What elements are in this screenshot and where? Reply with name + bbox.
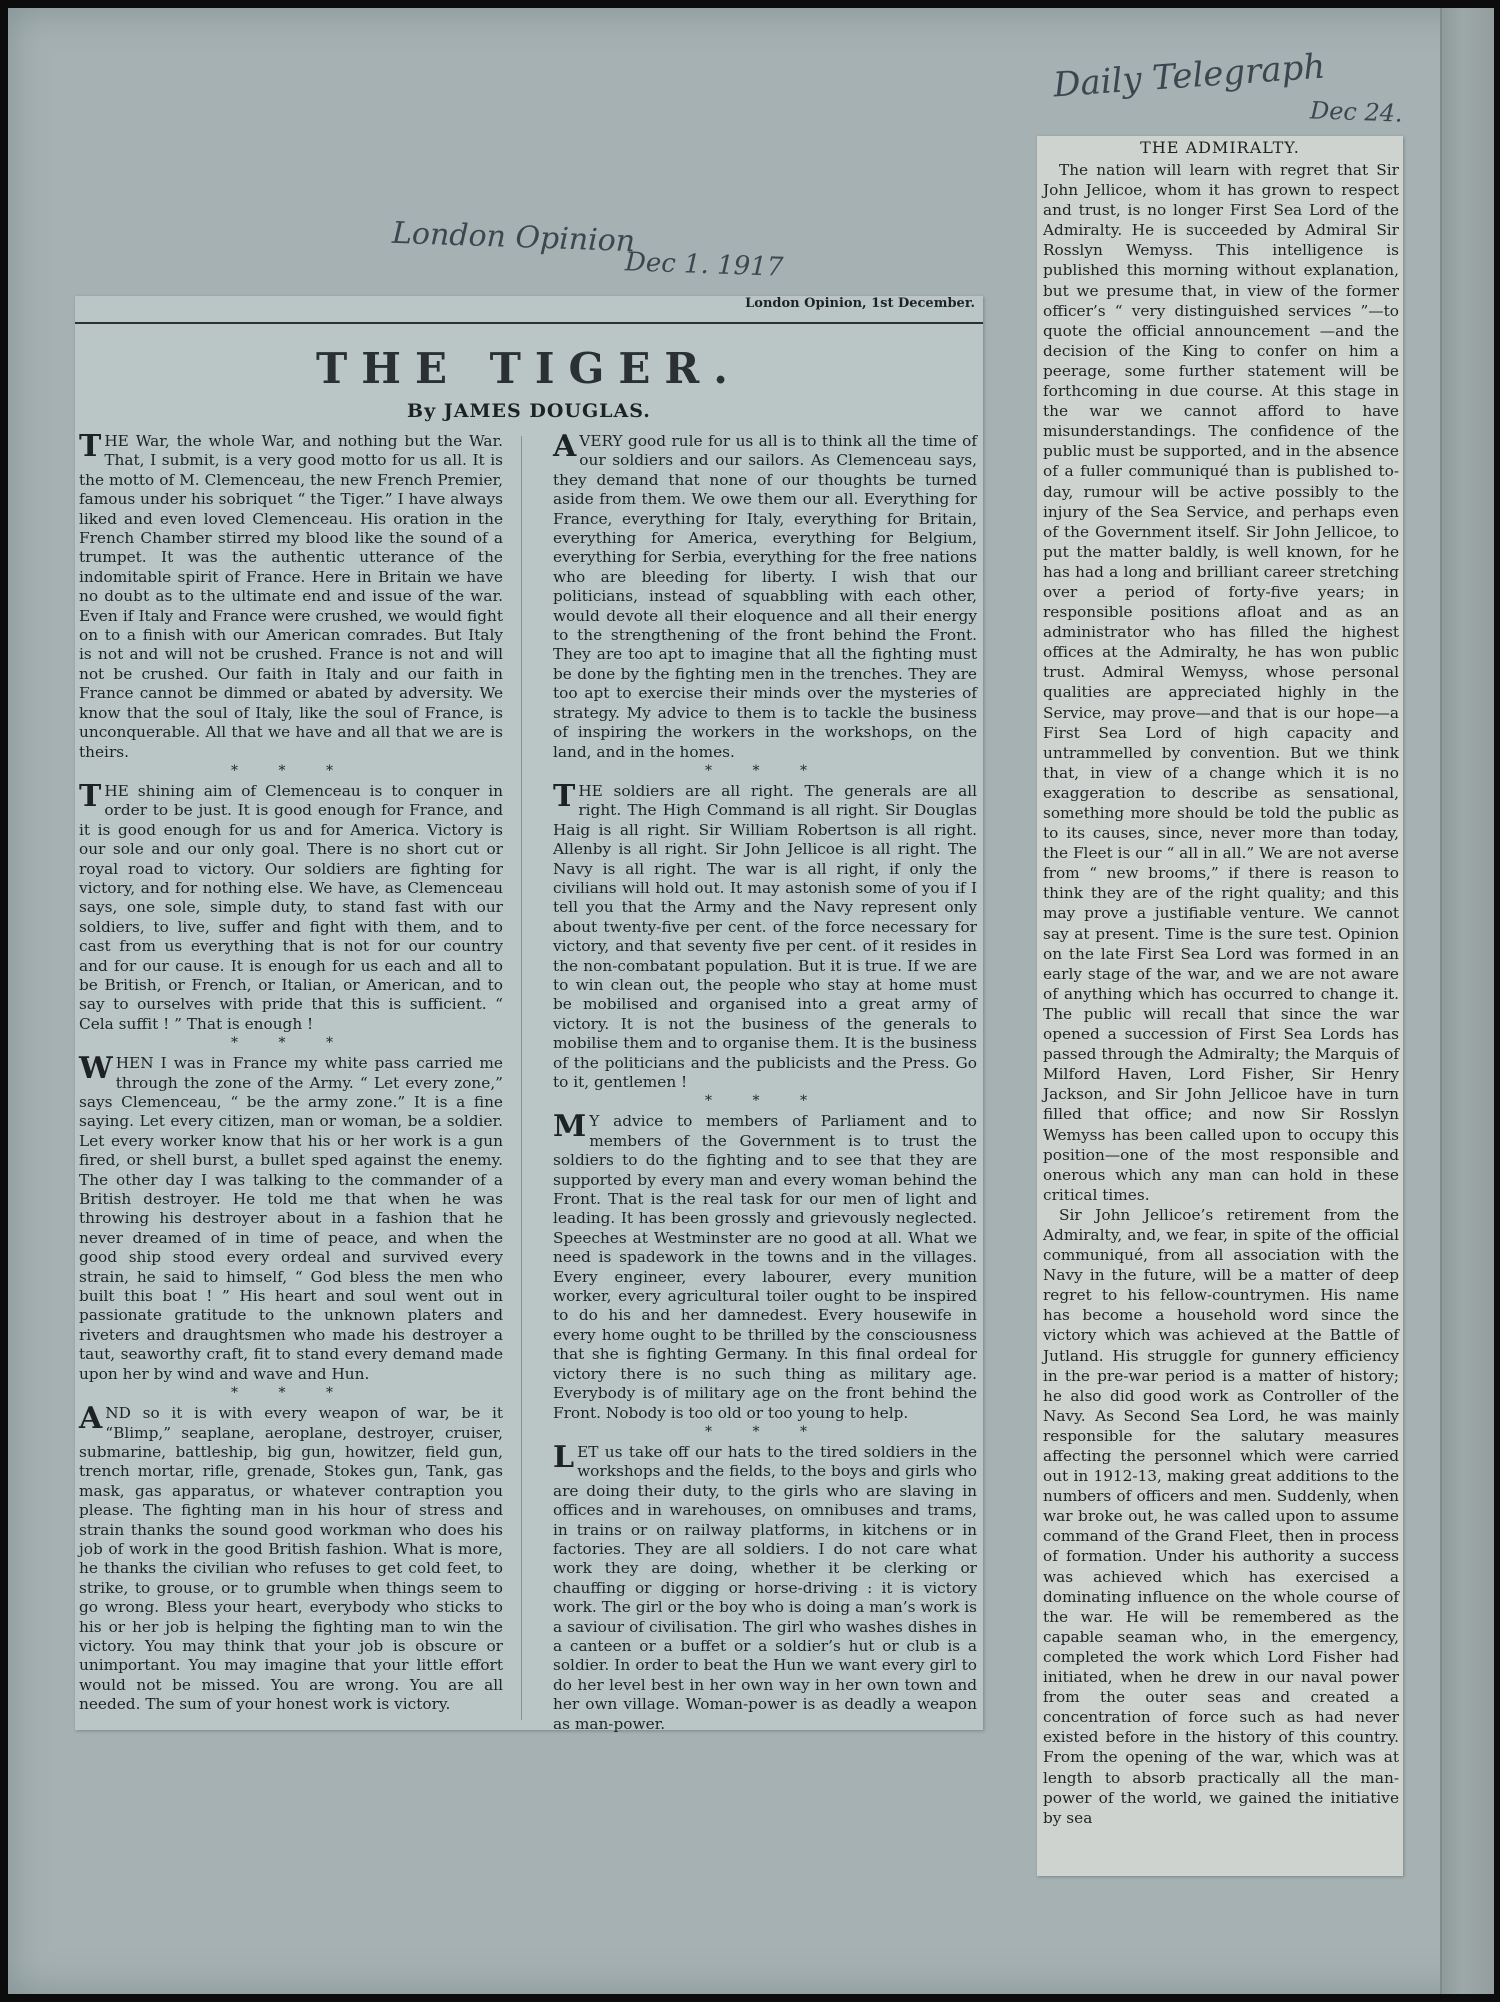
- drop-cap: W: [79, 1051, 113, 1087]
- section-break: * * *: [231, 1385, 351, 1402]
- paragraph-text: ET us take off our hats to the tired soldiers in the workshops and the fields, to the boys and girls who are doing their duty, to the girls who are slaving in offices and in warehouses, on omnibuses and trams, in trains or on railway platforms, in kitchens or in factories. They are all soldiers. I do not care what work they are doing, whether it be clerking or chauffing or digging or horse-driving : it is victory work. The girl or the boy who is doing a man’s work is a saviour of civilisation. The girl who washes dishes in a canteen or a buffet or a soldier’s hut or club is a soldier. In order to beat the Hun we want every girl to do her level best in her own way in her own town and her own village. Woman-power is as deadly a weapon as man-power.: [553, 1442, 977, 1733]
- masthead: London Opinion, 1st December.: [745, 296, 975, 311]
- drop-cap: A: [553, 429, 577, 464]
- drop-cap: L: [553, 1439, 575, 1475]
- clipping-the-admiralty: [1037, 136, 1403, 1876]
- paragraph: The nation will learn with regret that Sir John Jellicoe, whom it has grown to respect and trust, is no longer First Sea Lord of the Admiralty. He is succeeded by Admiral Sir Rosslyn Wemyss. This intelligence is published this morning without explanation, but we presume that, in view of the former officer’s “ very distinguished services ”—to quote the official announcement —and the decision of the King to confer on him a peerage, some further statement will be forthcoming in due course. At this stage in the war we cannot afford to have misunderstandings. The confidence of the public must be supported, and in the absence of a fuller communiqué than is published to-day, rumour will be active possibly to the injury of the Sea Service, and perhaps even of the Government itself. Sir John Jellicoe, to put the matter baldly, is well known, for he has had a long and brilliant career stretching over a period of forty-five years; in responsible positions afloat and as an administrator who has filled the highest offices at the Admiralty, he has won public trust. Admiral Wemyss, whose personal qualities are appreciated highly in the Service, may prove—and that is our hope—a First Sea Lord of high capacity and untrammelled by convention. But we think that, in view of a change which it is no exaggeration to describe as sensational, something more should be told the public as to its causes, since, never more than today, the Fleet is our “ all in all.” We are not averse from “ new brooms,” if there is reason to think they are of the right quality; and this may prove a justifiable venture. We cannot say at present. Time is the sure test. Opinion on the late First Sea Lord was formed in an early stage of the war, and we are not aware of anything which has occurred to change it. The public will recall that since the war opened a succession of First Sea Lords has passed through the Admiralty; the Marquis of Milford Haven, Lord Fisher, Sir Henry Jackson, and Sir John Jellicoe have in turn filled that office; and now Sir Rosslyn Wemyss has been called upon to occupy this position—one of the most responsible and onerous which any man can hold in these critical times.: [1043, 161, 1399, 1204]
- paragraph: [79, 1401, 503, 1715]
- article-column-2: [553, 429, 977, 1736]
- article-title: THE ADMIRALTY.: [1140, 138, 1300, 157]
- paragraph: Sir John Jellicoe’s retirement from the Admiralty, and, we fear, in spite of the official communiqué, from all association with the Navy in the future, will be a matter of deep regret to his fellow-countrymen. His name has become a household word since the victory which was achieved at the Battle of Jutland. His struggle for gunnery efficiency in the pre-war period is a matter of history; he also did good work as Controller of the Navy. As Second Sea Lord, he was mainly responsible for the salutary measures affecting the personnel which were carried out in 1912-13, making great additions to the numbers of officers and men. Suddenly, when war broke out, he was called upon to assume command of the Grand Fleet, then in process of formation. Under his authority a success was achieved which has exercised a dominating influence on the whole course of the war. He will be remembered as the capable seaman who, in the emergency, completed the work which Lord Fisher had initiated, when he drew in our naval power from the outer seas and created a concentration of force such as had never existed before in the history of this country. From the opening of the war, which was at length to absorb practically all the man-power of the world, we gained the initiative by sea: [1043, 1205, 1399, 1827]
- drop-cap: M: [553, 1109, 587, 1145]
- drop-cap: T: [79, 429, 102, 464]
- article-column-1: [79, 429, 503, 1717]
- article-body: [1037, 160, 1403, 1828]
- handwritten-date-telegraph: Dec 24.: [1309, 96, 1404, 128]
- section-break: * * *: [705, 1423, 825, 1440]
- drop-cap: A: [79, 1401, 103, 1437]
- clipping-the-tiger: [75, 296, 983, 1733]
- column-divider: [521, 436, 522, 1720]
- paragraph-text: VERY good rule for us all is to think all the time of our soldiers and our sailors. As Clemenceau says, they demand that none of our thoughts be turned aside from them. We owe them our all. Everything for France, everything for Italy, everything for Britain, everything for America, everything for Belgium, everything for Serbia, everything for the free nations who are bleeding for liberty. I wish that our politicians, instead of squabbling with each other, would devote all their eloquence and all their energy to the strengthening of the front behind the Front. They are too apt to imagine that all the fighting must be done by the fighting men in the trenches. They are too apt to exercise their minds over the mysteries of strategy. My advice to them is to tackle the business of inspiring the workers in the workshops, on the land, and in the homes.: [553, 432, 977, 761]
- paragraph-text: HEN I was in France my white pass carried me through the zone of the Army. “ Let every zone,” says Clemenceau, “ be the army zone.” It is a fine saying. Let every citizen, man or woman, be a soldier. Let every worker know that his or her work is a gun fired, or shell burst, a bullet sped against the enemy. The other day I was talking to the commander of a British destroyer. He told me that when he was throwing his destroyer about in a fashion that he never dreamed of in time of peace, and when the good ship stood every ordeal and survived every strain, he said to himself, “ God bless the men who built this boat ! ” His heart and soul went out in passionate gratitude to the unknown platers and riveters and draughtsmen who made his destroyer a taut, seaworthy craft, fit to stand every demand made upon her by wind and wave and Hun.: [79, 1054, 503, 1383]
- paragraph-text: ND so it is with every weapon of war, be it “Blimp,” seaplane, aeroplane, destroyer, cruiser, submarine, battleship, big gun, howitzer, field gun, trench mortar, rifle, grenade, Stokes gun, Tank, gas mask, gas apparatus, or whatever contraption you please. The fighting man in his hour of stress and strain thanks the sound good workman who does his job of work in the good British fashion. What is more, he thanks the civilian who refuses to get cold feet, to strike, to grouse, or to grumble when things seem to go wrong. Bless your heart, everybody who sticks to his or her job is helping the fighting man to win the victory. You may think that your job is obscure or unimportant. You may imagine that your little effort would not be missed. You are wrong. You are all needed. The sum of your honest work is victory.: [79, 1404, 503, 1714]
- handwritten-source-london: London Opinion: [391, 215, 636, 260]
- article-byline: By JAMES DOUGLAS.: [407, 400, 651, 422]
- paragraph: [553, 1109, 977, 1423]
- masthead-rule: [75, 322, 983, 324]
- paragraph-text: Y advice to members of Parliament and to members of the Government is to trust the soldiers to do the fighting and to see that they are supported by every man and every woman behind the Front. That is the real task for our men of light and leading. It has been grossly and grievously neglected. Speeches at Westminster are no good at all. What we need is spadework in the towns and in the villages. Every engineer, every labourer, every munition worker, every agricultural toiler ought to be inspired to do his and her damnedest. Every housewife in every home ought to be thrilled by the consciousness that she is fighting Germany. In this final ordeal for victory there is no such thing as military age. Everybody is of military age on the front behind the Front. Nobody is too old or too young to help.: [553, 1112, 977, 1422]
- paragraph: [553, 1439, 977, 1734]
- paragraph: [79, 1051, 503, 1384]
- handwritten-source-telegraph: Daily Telegraph: [1051, 46, 1327, 106]
- section-break: * * *: [705, 762, 825, 779]
- drop-cap: T: [79, 778, 102, 814]
- section-break: * * *: [231, 762, 351, 779]
- paragraph: [79, 429, 503, 762]
- album-spine: [1440, 8, 1494, 1994]
- paragraph: [553, 778, 977, 1093]
- paragraph-text: HE soldiers are all right. The generals are all right. The High Command is all right. Sir Douglas Haig is all right. Sir William Robertson is all right. Allenby is all right. Sir John Jellicoe is all right. The Navy is all right. The war is all right, if only the civilians will hold out. It may astonish some of you if I tell you that the Army and the Navy represent only about twenty-five per cent. of the force necessary for victory, and that seventy five per cent. of it resides in the non-combatant population. But it is true. If we are to win clean out, the people who stay at home must be mobilised and organised into a great army of victory. It is not the business of the generals to mobilise them and to organise them. It is the business of the politicians and the publicists and the Press. Go to it, gentlemen !: [553, 781, 977, 1091]
- drop-cap: T: [553, 778, 576, 814]
- paragraph: [79, 778, 503, 1034]
- paragraph-text: HE War, the whole War, and nothing but the War. That, I submit, is a very good motto for us all. It is the motto of M. Clemenceau, the new French Premier, famous under his sobriquet “ the Tiger.” I have always liked and even loved Clemenceau. His oration in the French Chamber stirred my blood like the sound of a trumpet. It was the authentic utterance of the indomitable spirit of France. Here in Britain we have no doubt as to the ultimate end and issue of the war. Even if Italy and France were crushed, we would fight on to a finish with our American comrades. But Italy is not and will not be crushed. France is not and will not be crushed. Our faith in Italy and our faith in France cannot be dimmed or abated by adversity. We know that the soul of Italy, like the soul of France, is unconquerable. All that we have and all that we are is theirs.: [79, 432, 503, 761]
- section-break: * * *: [231, 1035, 351, 1052]
- handwritten-date-london: Dec 1. 1917: [624, 247, 784, 283]
- paragraph: [553, 429, 977, 762]
- section-break: * * *: [705, 1093, 825, 1110]
- paragraph-text: HE shining aim of Clemenceau is to conquer in order to be just. It is good enough for France, and it is good enough for us and for America. Victory is our sole and our only goal. There is no short cut or royal road to victory. Our soldiers are fighting for victory, and for nothing else. We have, as Clemenceau says, one sole, simple duty, to stand fast with our soldiers, to live, suffer and fight with them, and to cast from us everything that is not for our country and for our cause. It is enough for us each and all to be British, or French, or Italian, or American, and to say to ourselves with pride that this is sufficient. “ Cela suffit ! ” That is enough !: [79, 781, 503, 1033]
- article-title: THE TIGER.: [316, 344, 742, 393]
